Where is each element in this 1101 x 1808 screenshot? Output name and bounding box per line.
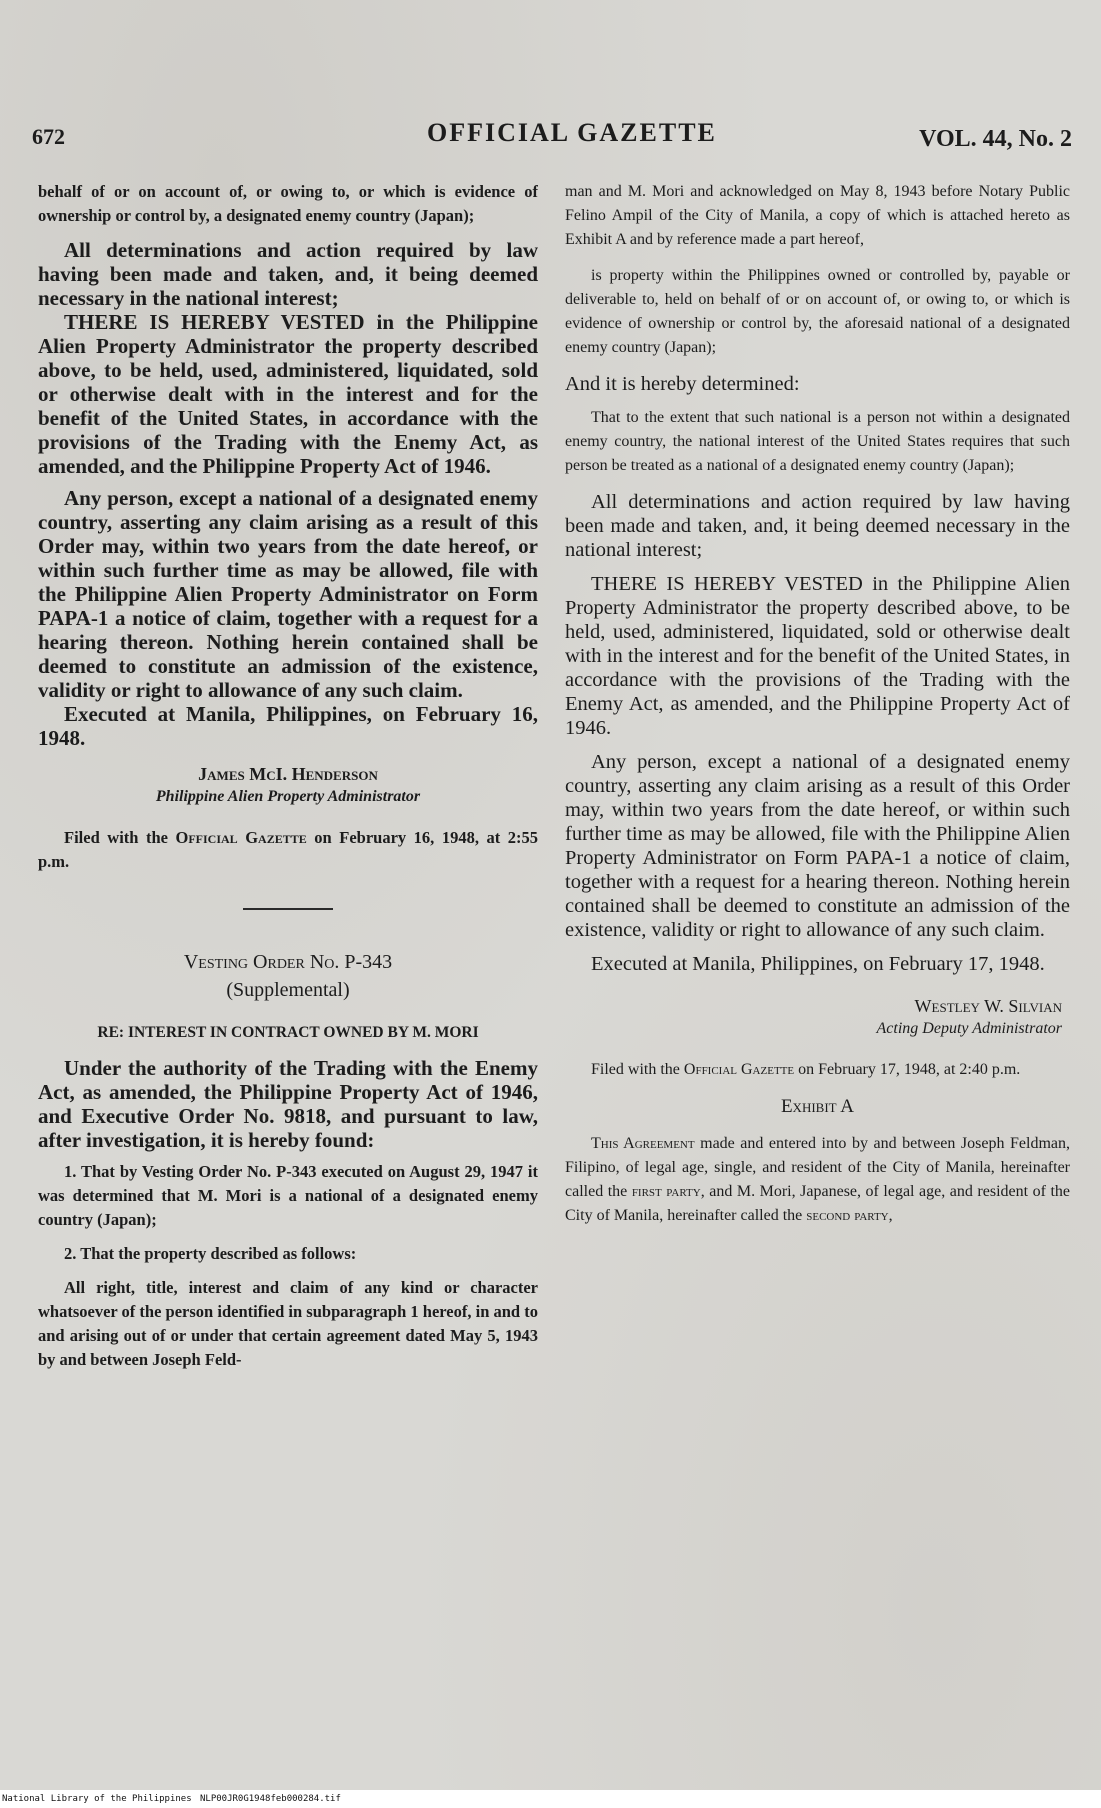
order-subheading: (Supplemental) [226,979,350,1001]
authority-paragraph: Under the authority of the Trading with the Enemy Act, as amended, the Philippine Property Act of 1946, and Executive Order No. 9818, and pursuant to law, after investigation, it is hereby found: [38,1056,538,1152]
left-column [38,180,538,1620]
order-subject: RE: INTEREST IN CONTRACT OWNED BY M. MORI [97,1024,479,1041]
paragraph: All determinations and action required by law having been made and taken, and, it being deemed necessary in the national interest; [565,491,1070,561]
filed-note [38,826,538,874]
paragraph: is property within the Philippines owned or controlled by, payable or deliverable to, held on behalf of or on account of, or owing to, or which is evidence of ownership or control by, the aforesaid national of a designated enemy country (Japan); [565,267,1070,356]
filed-date: on February 17, 1948, at 2:40 p.m. [794,1061,1021,1078]
scan-footer [0,1790,1101,1808]
signatory-title: Philippine Alien Property Administrator [155,788,421,805]
determination-heading: And it is hereby determined: [565,373,800,395]
agreement-paragraph [565,1132,1070,1228]
filed-publication: Official Gazette [175,828,307,847]
filed-text: Filed with the [64,828,176,847]
vesting-lead: THERE IS HEREBY VESTED [591,573,863,595]
claims-paragraph: Any person, except a national of a designated enemy country, asserting any claim arising as a result of this Order may, within two years from the date hereof, or within such further time as may be allowed, file with the Philippine Alien Property Administrator on Form PAPA-1 a notice of claim, together with a request for a hearing thereon. Nothing herein contained shall be deemed to constitute an admission of the existence, validity or right to allowance of any such claim. [38,486,538,702]
finding-1: 1. That by Vesting Order No. P-343 executed on August 29, 1947 it was determined that M. Mori is a national of a designated enemy country (Japan); [38,1162,538,1229]
paragraph: behalf of or on account of, or owing to, or which is evidence of ownership or control by, a designated enemy country (Japan); [38,182,538,225]
agreement-text: made and entered into by and between Joseph Feldman, Filipino, of legal age, single, and resident of the City of Manila, hereinafter called the [565,1135,1070,1200]
paragraph: All determinations and action required by law having been made and taken, and, it being deemed necessary in the national interest; [38,238,538,310]
right-column [565,180,1070,1620]
second-party-label: second party, [806,1207,893,1224]
finding-2: 2. That the property described as follows: [64,1244,357,1263]
vesting-text: in the Philippine Alien Property Administrator the property described above, to be held, used, administered, liquidated, sold or otherwise dealt with in the interest and for the benefit of the United States, in accordance with the provisions of the Trading with the Enemy Act, as amended, and the Philippine Property Act of 1946. [38,310,538,478]
filed-date: on February 16, 1948, at 2:55 p.m. [38,828,538,871]
gazette-title: OFFICIAL GAZETTE [427,118,717,147]
first-party-label: first party [631,1183,701,1200]
signature-block [565,994,1062,1040]
filed-text: Filed with the [591,1061,684,1078]
claims-paragraph: Any person, except a national of a designated enemy country, asserting any claim arising as a result of this Order may, within two years from the date hereof, or within such further time as may be allowed, file with the Philippine Alien Property Administrator on Form PAPA-1 a notice of claim, together with a request for a hearing thereon. Nothing herein contained shall be deemed to constitute an admission of the existence, validity or right to allowance of any such claim. [565,751,1070,941]
exhibit-heading: Exhibit A [780,1096,855,1117]
signature-block [38,762,538,808]
signatory-name: Westley W. Silvian [914,996,1062,1016]
filed-note [565,1058,1070,1082]
vesting-lead: THERE IS HEREBY VESTED [64,310,365,334]
executed-paragraph: Executed at Manila, Philippines, on February 16, 1948. [38,702,538,750]
filed-publication: Official Gazette [683,1061,795,1078]
property-description: All right, title, interest and claim of any kind or character whatsoever of the person identified in subparagraph 1 hereof, in and to and arising out of or under that certain agreement dated May 5, 1943 by and between Joseph Feld- [38,1278,538,1369]
paragraph: That to the extent that such national is a person not within a designated enemy country, the national interest of the United States requires that such person be treated as a national of a designated enemy country (Japan); [565,409,1070,474]
page-number: 672 [32,124,65,149]
agreement-lead: This Agreement [591,1135,695,1152]
paragraph: man and M. Mori and acknowledged on May 8, 1943 before Notary Public Felino Ampil of the City of Manila, a copy of which is attached hereto as Exhibit A and by reference made a part hereof, [565,183,1070,248]
vesting-paragraph [565,572,1070,740]
executed-paragraph: Executed at Manila, Philippines, on February 17, 1948. [591,953,1045,975]
order-heading: Vesting Order No. P-343 [183,951,393,973]
file-name: NLP00JR0G1948feb000284.tif [200,1794,341,1804]
signatory-title: Acting Deputy Administrator [876,1020,1062,1037]
agreement-text: , and M. Mori, Japanese, of legal age, and resident of the City of Manila, hereinafter called the [565,1183,1070,1224]
vesting-text: in the Philippine Alien Property Administrator the property described above, to be held, used, administered, liquidated, sold or otherwise dealt with in the interest and for the benefit of the United States, in accordance with the provisions of the Trading with the Enemy Act, as amended, and the Philippine Property Act of 1946. [565,573,1070,739]
volume-number: VOL. 44, No. 2 [919,126,1072,152]
library-credit: National Library of the Philippines [2,1794,192,1804]
vesting-paragraph [38,310,538,478]
signatory-name: James McI. Henderson [198,764,378,784]
running-header [32,118,1072,158]
section-divider [243,908,333,910]
